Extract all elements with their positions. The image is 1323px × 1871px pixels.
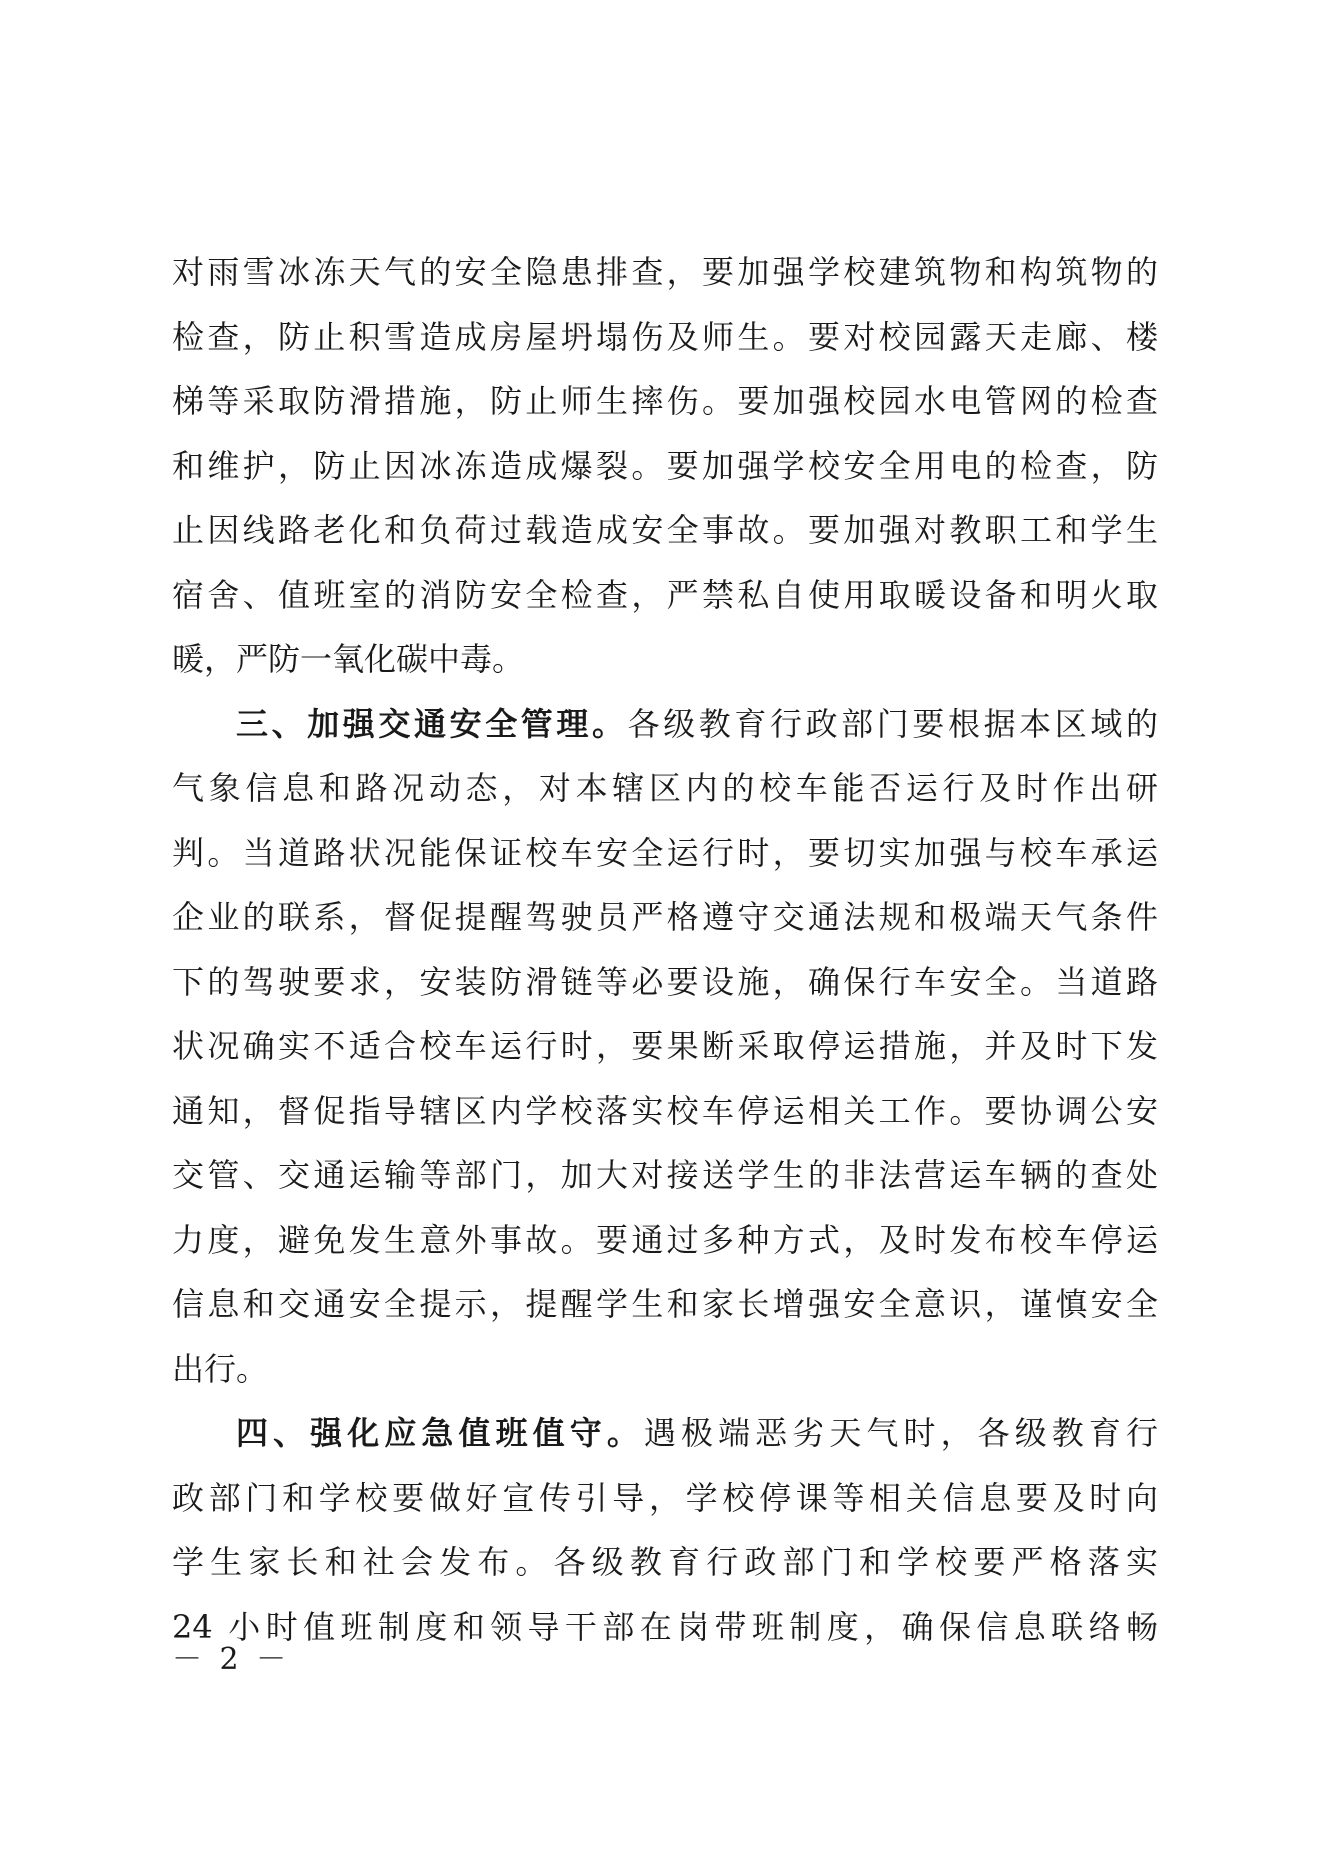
text-line: 检查，防止积雪造成房屋坍塌伤及师生。要对校园露天走廊、楼 xyxy=(172,317,1158,356)
page-number: － 2 － xyxy=(172,1642,291,1677)
text-line: 24 小时值班制度和领导干部在岗带班制度，确保信息联络畅 xyxy=(172,1607,1158,1646)
text-line: 对雨雪冰冻天气的安全隐患排查，要加强学校建筑物和构筑物的 xyxy=(172,253,1158,291)
text-line: 通知，督促指导辖区内学校落实校车停运相关工作。要协调公安 xyxy=(172,1091,1158,1130)
text-line: 暖，严防一氧化碳中毒。 xyxy=(172,640,525,678)
text-line: 学生家长和社会发布。各级教育行政部门和学校要严格落实 xyxy=(172,1543,1158,1581)
text-line: 交管、交通运输等部门，加大对接送学生的非法营运车辆的查处 xyxy=(172,1156,1158,1194)
section-text: 遇极端恶劣天气时，各级教育行 xyxy=(643,1414,1158,1452)
section-first-line xyxy=(172,692,1158,757)
text-line: 状况确实不适合校车运行时，要果断采取停运措施，并及时下发 xyxy=(172,1027,1158,1065)
section-first-line xyxy=(172,1401,1158,1466)
text-line: 企业的联系，督促提醒驾驶员严格遵守交通法规和极端天气条件 xyxy=(172,898,1158,936)
text-line: 宿舍、值班室的消防安全检查，严禁私自使用取暖设备和明火取 xyxy=(172,575,1158,614)
text-line: 出行。 xyxy=(172,1349,269,1388)
section-text: 各级教育行政部门要根据本区域的 xyxy=(627,704,1158,743)
text-line: 和维护，防止因冰冻造成爆裂。要加强学校安全用电的检查，防 xyxy=(172,446,1158,485)
text-line: 止因线路老化和负荷过载造成安全事故。要加强对教职工和学生 xyxy=(172,511,1158,549)
text-line: 下的驾驶要求，安装防滑链等必要设施，确保行车安全。当道路 xyxy=(172,962,1158,1001)
text-line: 信息和交通安全提示，提醒学生和家长增强安全意识，谨慎安全 xyxy=(172,1285,1158,1323)
text-line: 力度，避免发生意外事故。要通过多种方式，及时发布校车停运 xyxy=(172,1220,1158,1259)
section-heading: 三、加强交通安全管理。 xyxy=(236,704,628,743)
text-line: 气象信息和路况动态，对本辖区内的校车能否运行及时作出研 xyxy=(172,769,1158,807)
section-heading: 四、强化应急值班值守。 xyxy=(236,1414,644,1452)
text-line: 判。当道路状况能保证校车安全运行时，要切实加强与校车承运 xyxy=(172,833,1158,872)
body-text xyxy=(172,240,1158,1659)
text-line: 梯等采取防滑措施，防止师生摔伤。要加强校园水电管网的检查 xyxy=(172,382,1158,420)
text-line: 政部门和学校要做好宣传引导，学校停课等相关信息要及时向 xyxy=(172,1478,1158,1517)
